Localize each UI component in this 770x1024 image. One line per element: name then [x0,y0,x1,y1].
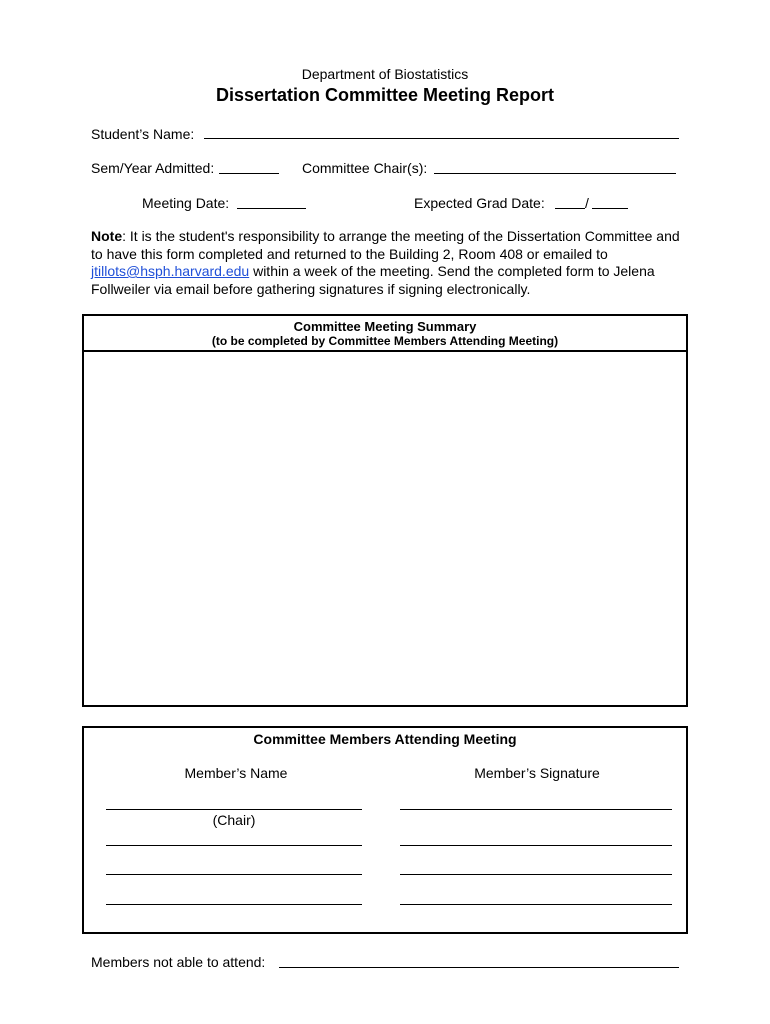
member-signature-line[interactable] [400,845,672,846]
committee-chair-field[interactable] [434,173,676,174]
meeting-date-field[interactable] [237,208,306,209]
sem-year-label: Sem/Year Admitted: [91,160,215,176]
note-bold: Note [91,228,123,244]
summary-header [84,316,686,352]
expected-grad-separator: / [585,195,589,211]
expected-grad-year-field[interactable] [592,208,628,209]
summary-box [82,314,688,707]
committee-chair-label: Committee Chair(s): [302,160,428,176]
form-title: Dissertation Committee Meeting Report [215,85,555,105]
department-name: Department of Biostatistics [301,66,469,82]
chair-label: (Chair) [212,812,256,828]
student-name-field[interactable] [204,138,679,139]
members-box [82,726,688,934]
member-name-line[interactable] [106,904,362,905]
note-paragraph [91,228,691,298]
note-text-after: within a week of the meeting. Send the completed form to Jelena Follweiler via email before gathering signatures if signing electronically. [91,263,655,297]
member-signature-line[interactable] [400,809,672,810]
member-signature-header: Member’s Signature [474,765,600,781]
member-name-line[interactable] [106,845,362,846]
student-name-label: Student’s Name: [91,126,195,142]
sem-year-field[interactable] [219,173,279,174]
not-attend-field[interactable] [279,967,679,968]
summary-title: Committee Meeting Summary [293,319,477,334]
member-name-line[interactable] [106,809,362,810]
summary-text-area[interactable] [84,352,686,702]
summary-subtitle: (to be completed by Committee Members Attending Meeting) [211,334,559,348]
expected-grad-label: Expected Grad Date: [414,195,545,211]
meeting-date-label: Meeting Date: [142,195,230,211]
email-link[interactable]: jtillots@hsph.harvard.edu [91,263,250,279]
note-text-before: : It is the student's responsibility to arrange the meeting of the Dissertation Committee and to have this form completed and returned to the Building 2, Room 408 or emailed to [91,228,680,262]
members-title: Committee Members Attending Meeting [253,731,517,747]
expected-grad-month-field[interactable] [555,208,585,209]
member-name-header: Member’s Name [184,765,288,781]
member-signature-line[interactable] [400,904,672,905]
member-name-line[interactable] [106,874,362,875]
not-attend-label: Members not able to attend: [91,954,266,970]
member-signature-line[interactable] [400,874,672,875]
